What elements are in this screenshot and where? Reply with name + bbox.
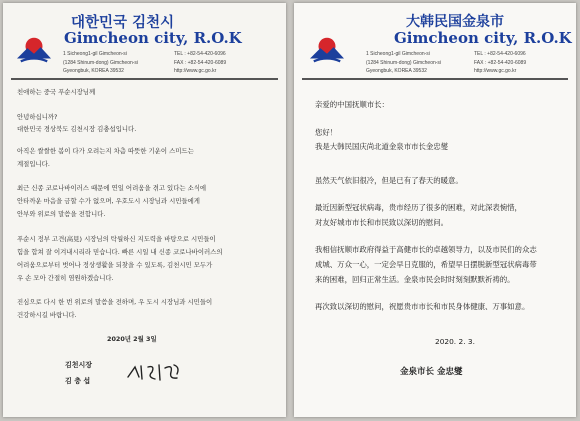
body-line: 대한민국 경상북도 김천시장 김충섭입니다. (17, 125, 137, 133)
letterhead-contact: TEL : +82-54-420-6096 FAX : +82-54-420-6089 http://www.gc.go.kr (174, 51, 227, 74)
signatory-name: 김 충 섭 (65, 377, 91, 385)
body-line: 안타까운 마음을 금할 수가 없으며, 우호도시 시장님과 시민들에게 (17, 197, 200, 205)
letterhead-contact: TEL : +82-54-420-6096 FAX : +82-54-420-6089 http://www.gc.go.kr (474, 51, 527, 74)
letterhead-subtitle: Gimcheon city, R.O.K (64, 29, 242, 47)
korean-letter (3, 3, 286, 417)
salutation: 亲爱的中国抚顺市长： (315, 100, 389, 109)
body-line: 푸순시 정부 고견(高見) 시장님의 탁월하신 지도력을 바탕으로 시민들이 (17, 235, 216, 243)
body-line: 안부와 위로의 말씀을 전합니다. (17, 210, 106, 218)
gimcheon-city-logo (15, 33, 53, 67)
signatory: 金泉市长 金忠燮 (400, 367, 463, 377)
body-line: 진심으로 다시 한 번 위로의 말씀을 전하며, 우 도시 시장님과 시민들이 (17, 298, 213, 306)
body-line: 最近因新型冠状病毒，贵市经历了很多的困难，对此深表惋惜， (315, 203, 522, 212)
body-line: 成城、万众一心，一定会早日克服的，希望早日摆脱新型冠状病毒带 (315, 260, 537, 269)
body-line: 안녕하십니까? (17, 113, 58, 121)
body-line: 우 손 모아 간절히 염원하겠습니다. (17, 274, 114, 282)
chinese-letter (294, 3, 576, 417)
body-line: 再次致以深切的慰问，祝愿贵市市长和市民身体健康、万事如意。 (315, 302, 530, 311)
letter-date: 2020년 2월 3일 (107, 335, 157, 343)
body-line: 아직은 쌀쌀한 봄이 다가 오려는지 차츰 따뜻한 기운이 스미드는 (17, 147, 194, 155)
body-line: 虽然天气依旧很冷，但是已有了春天的暖意。 (315, 176, 463, 185)
body-line: 건강하시길 바랍니다. (17, 311, 77, 319)
letterhead-address: 1 Sicheong1-gil Gimcheon-si (1284 Shinum-dong) Gimcheon-si Gyeongbuk, KOREA 39532 (366, 51, 442, 74)
body-line: 对友好城市市长和市民致以深切的慰问。 (315, 218, 449, 227)
body-line: 您好！ (315, 128, 338, 137)
letterhead-title: 大韩民国金泉市 (406, 14, 504, 30)
body-line: 힘을 합쳐 잘 이겨내시리라 믿습니다. 빠른 시일 내 신종 코로나바이러스의 (17, 248, 223, 256)
body-line: 来的困难，回归正常生活。金泉市民会时时刻刻默默祈祷的。 (315, 275, 515, 284)
salutation: 친애하는 중국 푸순시장님께 (17, 88, 96, 96)
letterhead-divider (302, 78, 568, 80)
letterhead-divider (11, 78, 278, 80)
signatory-title: 김천시장 (65, 361, 93, 369)
letterhead-title: 대한민국 김천시 (71, 15, 175, 31)
body-line: 계절입니다. (17, 160, 50, 168)
body-line: 어려움으로부터 벗어나 정상생활을 되찾을 수 있도록, 김천시민 모두가 (17, 261, 213, 269)
letter-date: 2020. 2. 3. (435, 337, 475, 346)
handwritten-signature (125, 359, 185, 385)
body-line: 최근 신종 코로나바이러스 때문에 연일 어려움을 겪고 있다는 소식에 (17, 184, 207, 192)
body-line: 我相信抚顺市政府得益于高健市长的卓越领导力，以及市民们的众志 (315, 245, 537, 254)
letterhead-subtitle: Gimcheon city, R.O.K (394, 29, 572, 47)
gimcheon-city-logo (308, 33, 346, 67)
letterhead-address: 1 Sicheong1-gil Gimcheon-si (1284 Shinum-dong) Gimcheon-si Gyeongbuk, KOREA 39532 (63, 51, 139, 74)
body-line: 我是大韩民国庆尚北道金泉市市长金忠燮 (315, 142, 449, 151)
